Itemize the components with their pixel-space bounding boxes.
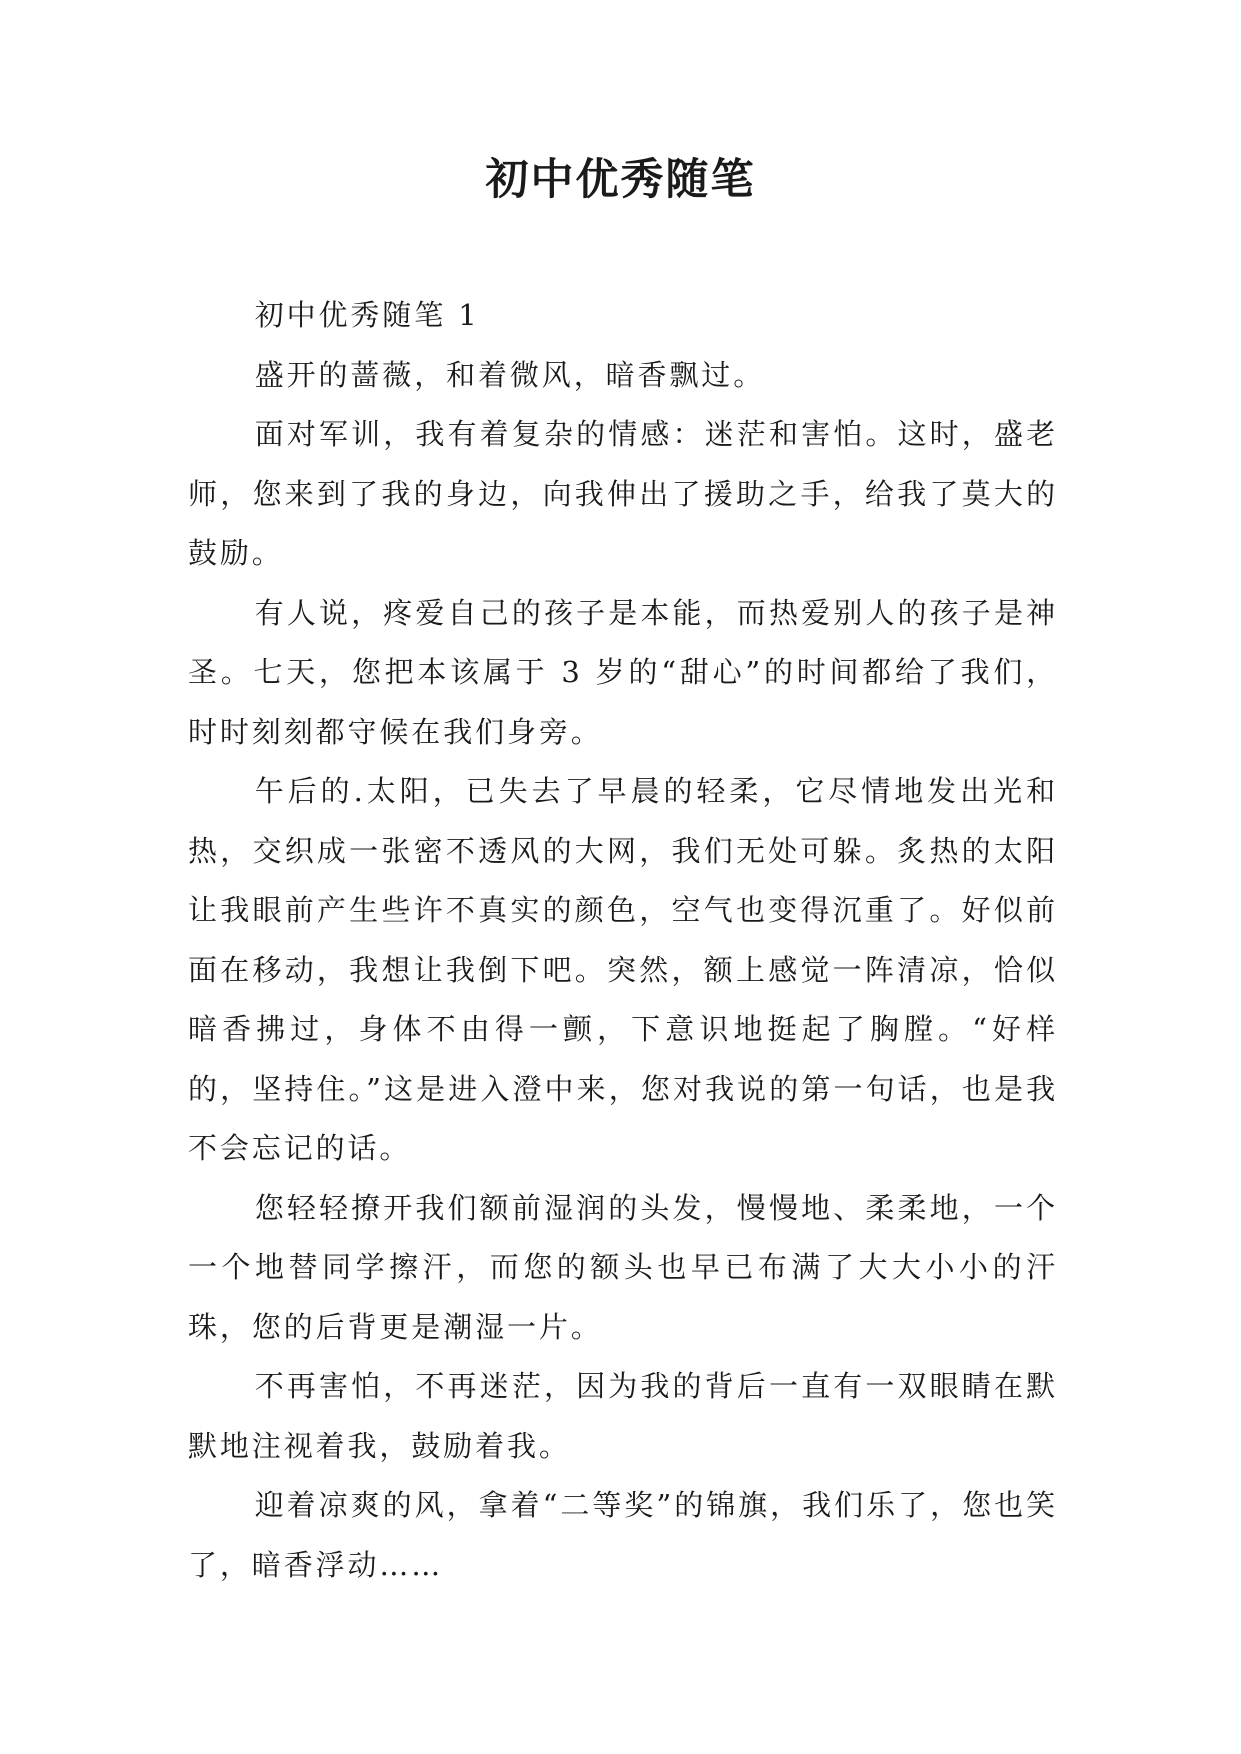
- paragraph: 午后的.太阳，已失去了早晨的轻柔，它尽情地发出光和热，交织成一张密不透风的大网，我们无处可躲。炙热的太阳让我眼前产生些许不真实的颜色，空气也变得沉重了。好似前面在移动，我想让我倒下吧。突然，额上感觉一阵清凉，恰似暗香拂过，身体不由得一颤，下意识地挺起了胸膛。“好样的，坚持住。”这是进入澄中来，您对我说的第一句话，也是我不会忘记的话。: [188, 774, 1058, 1165]
- section-heading: 初中优秀随笔 1: [254, 298, 480, 332]
- paragraph: 有人说，疼爱自己的孩子是本能，而热爱别人的孩子是神圣。七天，您把本该属于 3 岁的“甜心”的时间都给了我们，时时刻刻都守候在我们身旁。: [188, 595, 1058, 749]
- paragraph: 迎着凉爽的风，拿着“二等奖”的锦旗，我们乐了，您也笑了，暗香浮动……: [188, 1488, 1058, 1582]
- paragraph: 不再害怕，不再迷茫，因为我的背后一直有一双眼睛在默默地注视着我，鼓励着我。: [188, 1369, 1058, 1463]
- document-body: [188, 286, 1058, 1595]
- paragraph: 您轻轻撩开我们额前湿润的头发，慢慢地、柔柔地，一个一个地替同学擦汗，而您的额头也早已布满了大大小小的汗珠，您的后背更是潮湿一片。: [188, 1190, 1058, 1344]
- document-title: 初中优秀随笔: [485, 155, 756, 205]
- paragraph: 盛开的蔷薇，和着微风，暗香飘过。: [254, 357, 766, 392]
- paragraph: 面对军训，我有着复杂的情感：迷茫和害怕。这时，盛老师，您来到了我的身边，向我伸出了援助之手，给我了莫大的鼓励。: [188, 417, 1058, 570]
